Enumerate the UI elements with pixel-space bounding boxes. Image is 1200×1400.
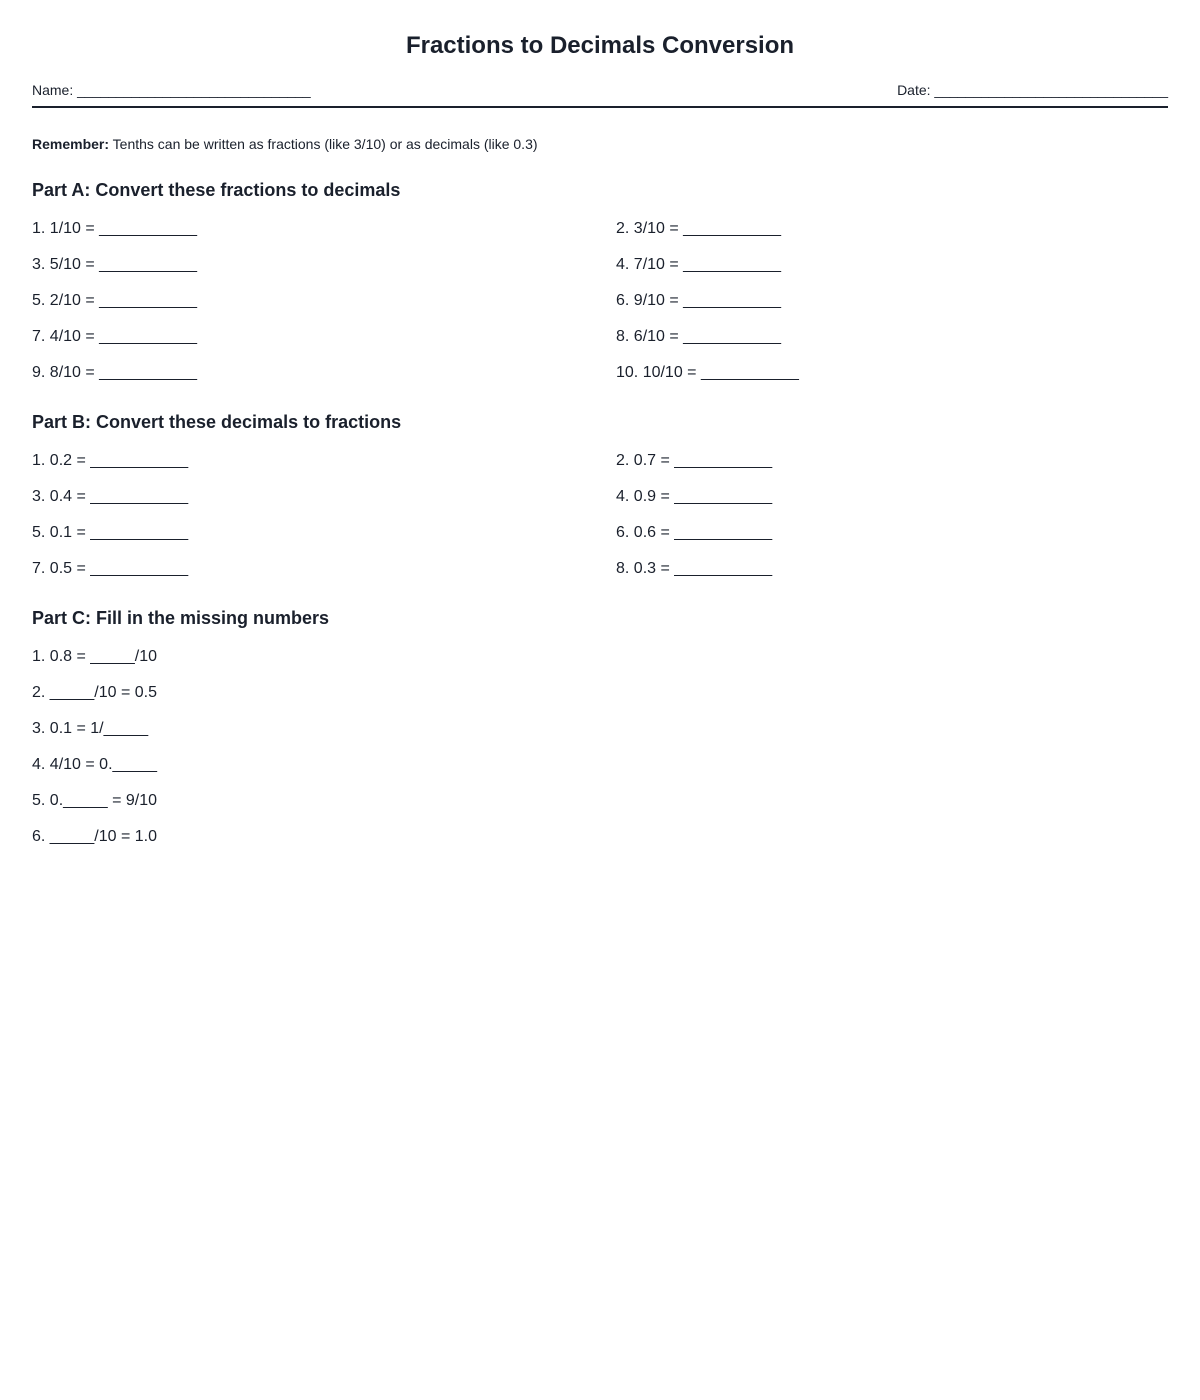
remember-text: Tenths can be written as fractions (like 3/10) or as decimals (like 0.3) [109,136,538,152]
part-a-problem[interactable]: 7. 4/10 = ___________ [32,328,198,345]
part-a-problem[interactable]: 4. 7/10 = ___________ [616,256,782,273]
part-c-problem[interactable]: 4. 4/10 = 0._____ [32,756,157,773]
page-title: Fractions to Decimals Conversion [405,32,795,59]
part-b-problem[interactable]: 1. 0.2 = ___________ [32,452,189,469]
part-b-problem[interactable]: 4. 0.9 = ___________ [616,488,773,505]
part-a-problem[interactable]: 5. 2/10 = ___________ [32,292,198,309]
part-c-title: Part C: Fill in the missing numbers [32,608,330,628]
part-a-problem[interactable]: 3. 5/10 = ___________ [32,256,198,273]
remember-label: Remember: [32,136,110,152]
part-b-problem[interactable]: 5. 0.1 = ___________ [32,524,189,541]
part-c-problem[interactable]: 2. _____/10 = 0.5 [32,684,157,701]
part-a-problem[interactable]: 1. 1/10 = ___________ [32,220,198,237]
part-b-problem[interactable]: 7. 0.5 = ___________ [32,560,189,577]
part-a-problem[interactable]: 8. 6/10 = ___________ [616,328,782,345]
part-a-problem[interactable]: 2. 3/10 = ___________ [616,220,782,237]
part-a-problem[interactable]: 10. 10/10 = ___________ [616,364,799,381]
header-row [32,80,1168,108]
remember-note [32,136,538,152]
date-field[interactable]: Date: ______________________________ [897,82,1168,98]
part-a-problem[interactable]: 6. 9/10 = ___________ [616,292,782,309]
part-c-problem[interactable]: 1. 0.8 = _____/10 [32,648,157,665]
part-b-title: Part B: Convert these decimals to fractions [32,412,402,432]
part-a-problem[interactable]: 9. 8/10 = ___________ [32,364,198,381]
part-c-problem[interactable]: 5. 0._____ = 9/10 [32,792,157,809]
name-field[interactable]: Name: ______________________________ [32,82,311,98]
part-b-problem[interactable]: 8. 0.3 = ___________ [616,560,773,577]
part-c-problem[interactable]: 6. _____/10 = 1.0 [32,828,157,845]
part-a-title: Part A: Convert these fractions to decimals [32,180,401,200]
part-b-problem[interactable]: 3. 0.4 = ___________ [32,488,189,505]
part-b-problem[interactable]: 6. 0.6 = ___________ [616,524,773,541]
part-b-problem[interactable]: 2. 0.7 = ___________ [616,452,773,469]
part-c-problem[interactable]: 3. 0.1 = 1/_____ [32,720,149,737]
